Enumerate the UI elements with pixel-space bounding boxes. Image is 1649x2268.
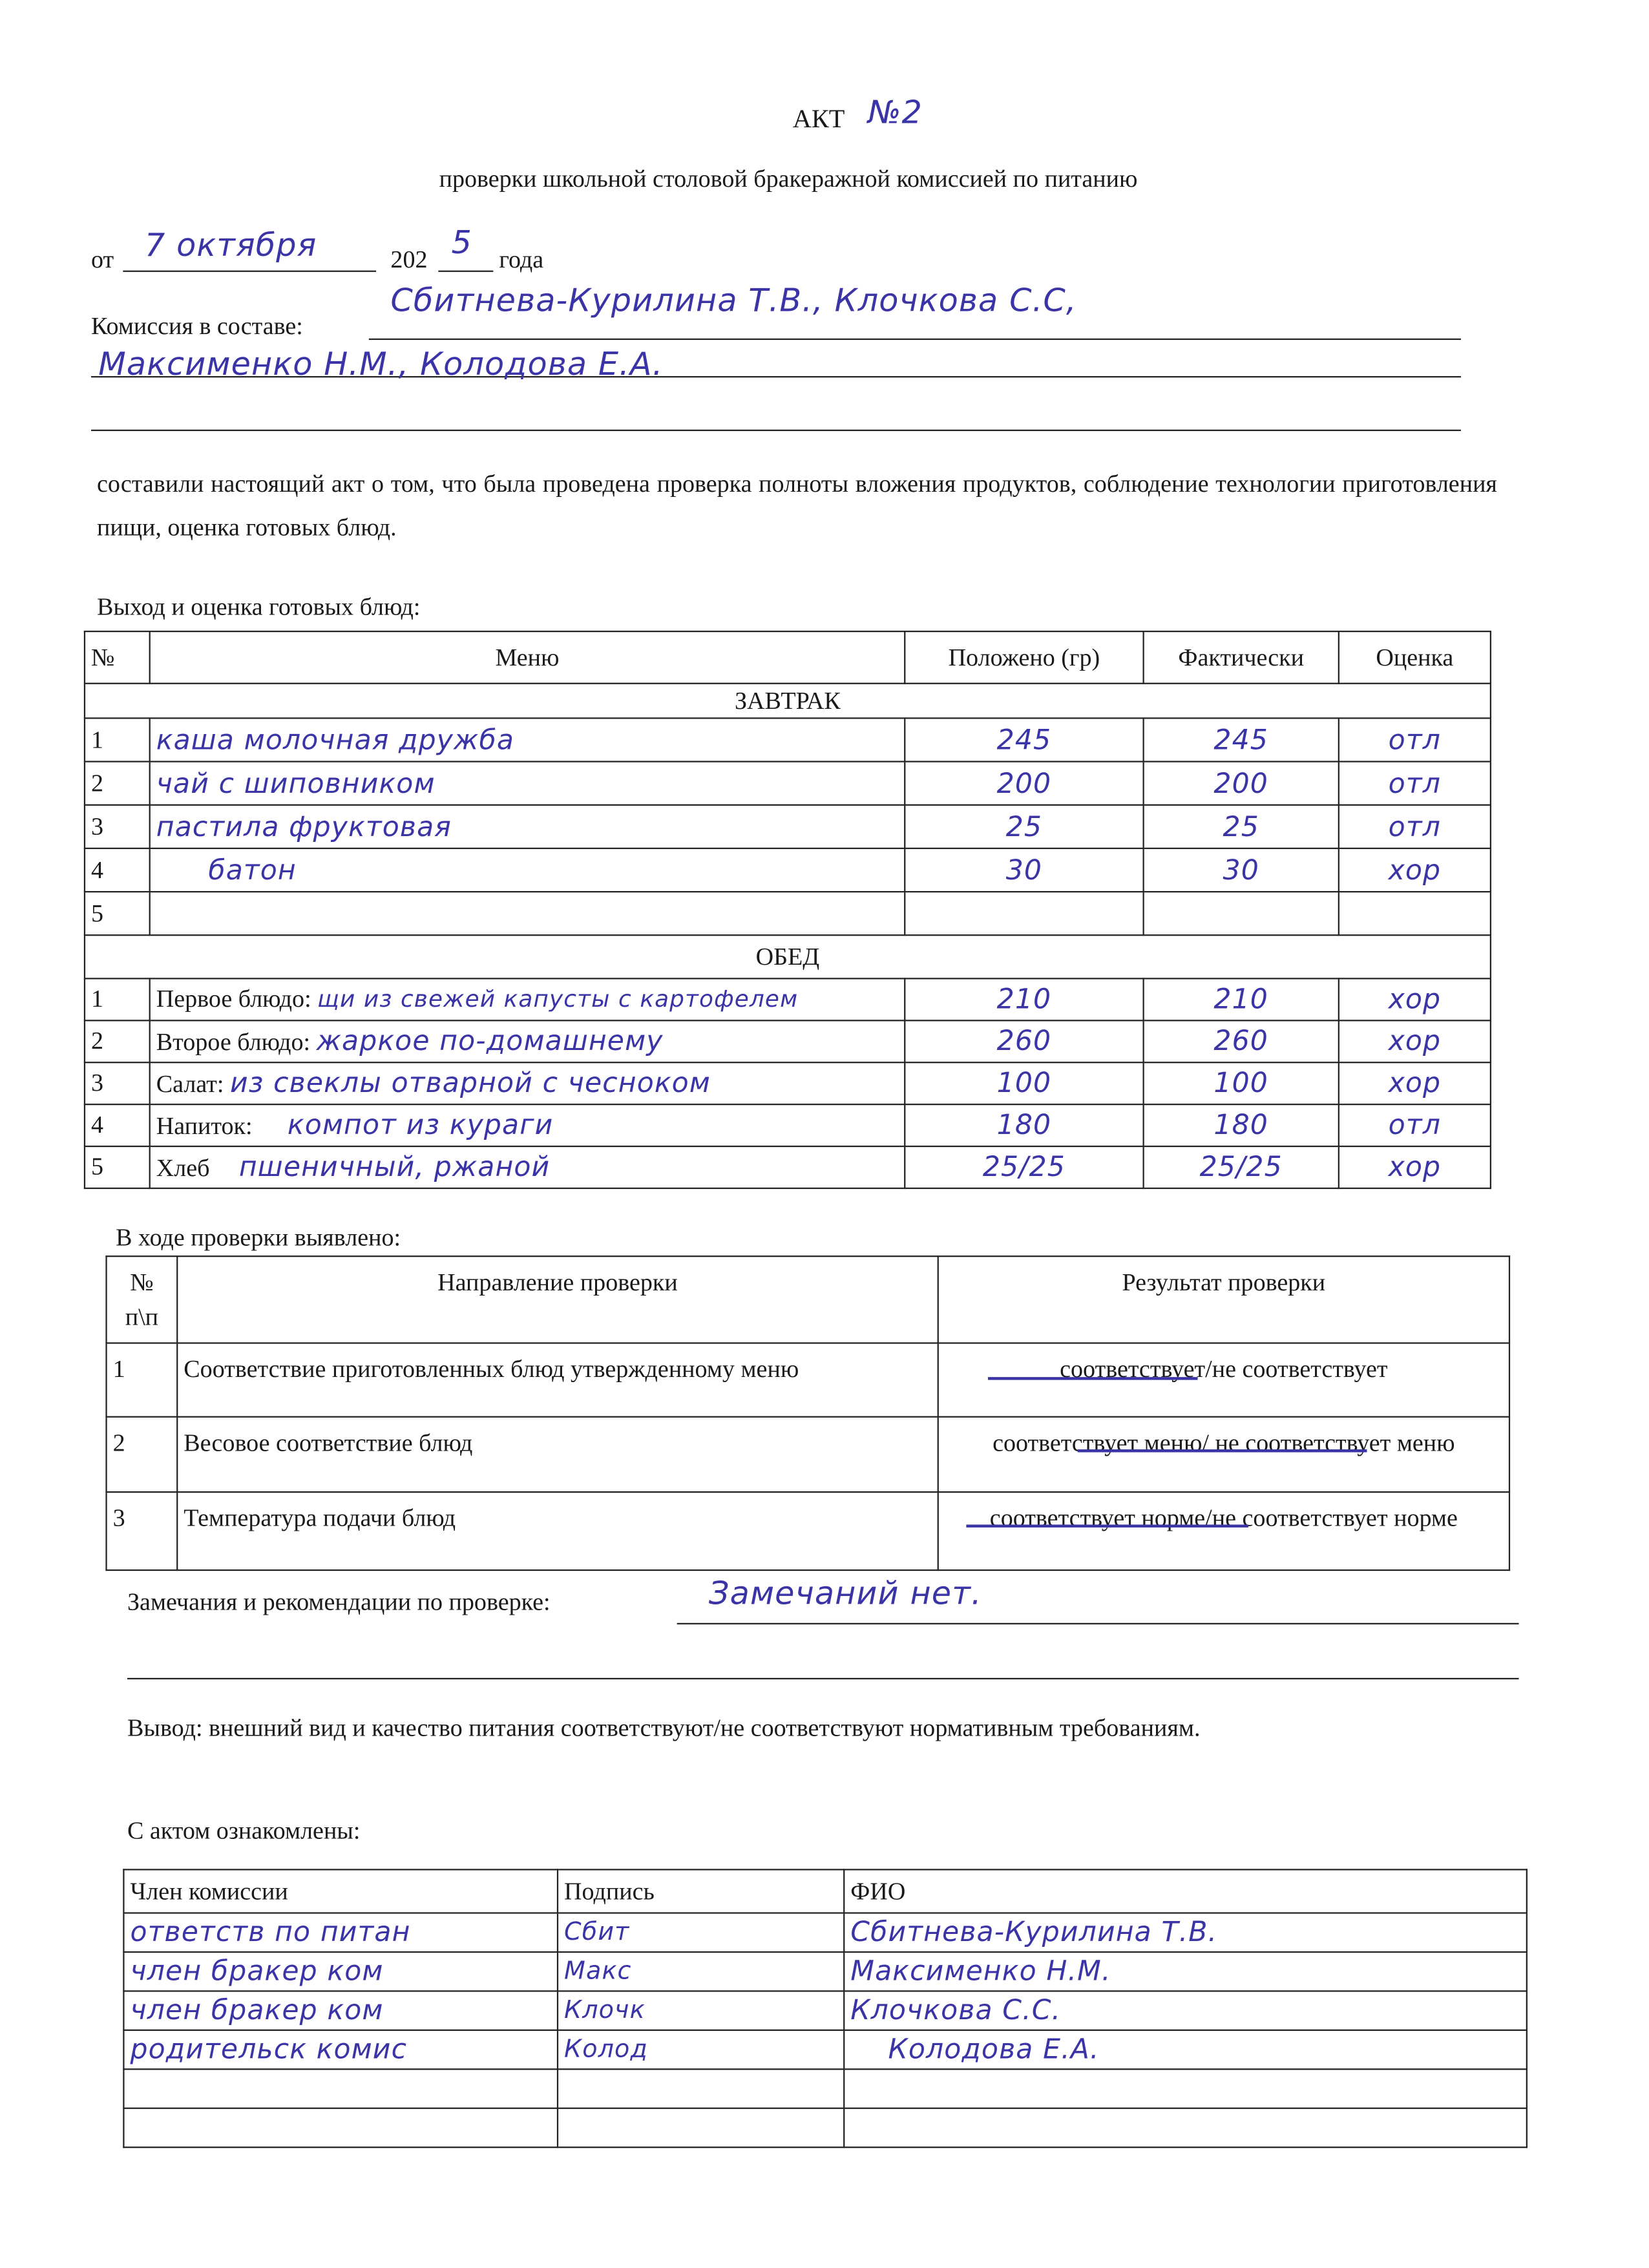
date-value: 7 октября [144, 228, 317, 265]
direction: Весовое соответствие блюд [177, 1417, 938, 1492]
member-name: Сбитнева-Курилина Т.В. [844, 1913, 1527, 1952]
row-number: 3 [107, 1492, 178, 1570]
actual: 30 [1144, 848, 1339, 892]
direction: Соответствие приготовленных блюд утвержденному меню [177, 1343, 938, 1417]
menu-table-header [85, 631, 1491, 684]
row-number: 2 [107, 1417, 178, 1492]
dish-label: Хлеб [156, 1154, 210, 1182]
row-number: 5 [85, 1146, 150, 1188]
remarks-value: Замечаний нет. [708, 1577, 982, 1613]
actual: 25 [1144, 805, 1339, 848]
row-number: 4 [85, 1104, 150, 1146]
table-row [85, 805, 1491, 848]
dish: батон [150, 848, 905, 892]
table-row [107, 1343, 1509, 1417]
remarks-label: Замечания и рекомендации по проверке: [127, 1588, 551, 1616]
member-role: родительск комис [123, 2030, 558, 2069]
signatures-header [123, 1869, 1526, 1913]
signature: Клочк [558, 1991, 844, 2030]
dish: компот из кураги [287, 1109, 554, 1142]
menu-table [84, 631, 1491, 1189]
row-number: 2 [85, 1020, 150, 1062]
acquainted-heading: С актом ознакомлены: [127, 1816, 361, 1845]
table-row [123, 1952, 1526, 1991]
norm: 260 [905, 1020, 1143, 1062]
table-row [85, 718, 1491, 761]
member-role: ответств по питан [123, 1913, 558, 1952]
table-row [107, 1417, 1509, 1492]
col-result: Результат проверки [938, 1256, 1509, 1343]
dish: щи из свежей капусты с картофелем [317, 985, 799, 1013]
col-direction: Направление проверки [177, 1256, 938, 1343]
commission-line-3 [91, 401, 1461, 431]
norm: 210 [905, 978, 1143, 1020]
table-row [107, 1492, 1509, 1570]
direction: Температура подачи блюд [177, 1492, 938, 1570]
col-signature: Подпись [558, 1869, 844, 1913]
dish-label: Первое блюдо: [156, 985, 311, 1013]
table-row [123, 2030, 1526, 2069]
remarks-line-2 [127, 1649, 1519, 1679]
table-row [123, 1991, 1526, 2030]
breakfast-section: ЗАВТРАК [85, 684, 1491, 719]
norm: 100 [905, 1062, 1143, 1104]
conclusion: Вывод: внешний вид и качество питания соответствуют/не соответствуют нормативным требованиям. [127, 1714, 1201, 1742]
grade: хор [1339, 1146, 1491, 1188]
year-digit: 5 [451, 226, 472, 262]
grade: хор [1339, 848, 1491, 892]
norm: 25 [905, 805, 1143, 848]
row-number: 5 [85, 892, 150, 935]
row-number: 1 [85, 718, 150, 761]
selected-mark-3 [966, 1524, 1248, 1527]
result: соответствует/не соответствует [938, 1343, 1509, 1417]
member-role: член бракер ком [123, 1952, 558, 1991]
dish-label: Напиток: [156, 1112, 253, 1140]
signature: Макс [558, 1952, 844, 1991]
signature: Колод [558, 2030, 844, 2069]
year-prefix: 202 [390, 246, 428, 274]
row-number: 2 [85, 762, 150, 805]
actual: 100 [1144, 1062, 1339, 1104]
norm: 245 [905, 718, 1143, 761]
date-prefix: от [91, 246, 114, 274]
table-row [85, 762, 1491, 805]
dish: чай с шиповником [150, 762, 905, 805]
norm: 30 [905, 848, 1143, 892]
grade: хор [1339, 978, 1491, 1020]
selected-mark-1 [988, 1377, 1198, 1380]
row-number: 1 [85, 978, 150, 1020]
grade: хор [1339, 1020, 1491, 1062]
act-title: АКТ [792, 104, 845, 133]
commission-label: Комиссия в составе: [91, 312, 303, 341]
signature: Сбит [558, 1913, 844, 1952]
act-subtitle: проверки школьной столовой бракеражной комиссией по питанию [439, 165, 1138, 193]
lunch-section: ОБЕД [85, 935, 1491, 978]
actual: 260 [1144, 1020, 1339, 1062]
table-row [123, 2108, 1526, 2147]
row-number: 3 [85, 1062, 150, 1104]
dish-label: Салат: [156, 1070, 224, 1098]
member-name: Максименко Н.М. [844, 1952, 1527, 1991]
grade: отл [1339, 805, 1491, 848]
col-grade: Оценка [1339, 631, 1491, 684]
dish: пшеничный, ржаной [238, 1151, 551, 1184]
table-row [123, 2069, 1526, 2108]
row-number: 1 [107, 1343, 178, 1417]
commission-members-1: Сбитнева-Курилина Т.В., Клочкова С.С, [390, 283, 1077, 320]
table-row [85, 848, 1491, 892]
row-number: 4 [85, 848, 150, 892]
findings-header [107, 1256, 1509, 1343]
col-menu: Меню [150, 631, 905, 684]
col-norm: Положено (гр) [905, 631, 1143, 684]
table-row [85, 892, 1491, 935]
col-number: № [85, 631, 150, 684]
norm: 180 [905, 1104, 1143, 1146]
table-row [85, 1062, 1491, 1104]
actual: 25/25 [1144, 1146, 1339, 1188]
actual: 200 [1144, 762, 1339, 805]
actual: 180 [1144, 1104, 1339, 1146]
norm: 25/25 [905, 1146, 1143, 1188]
findings-heading: В ходе проверки выявлено: [116, 1223, 401, 1252]
actual: 245 [1144, 718, 1339, 761]
dish: из свеклы отварной с чесноком [230, 1067, 711, 1100]
year-suffix: года [499, 246, 544, 274]
grade: хор [1339, 1062, 1491, 1104]
dish: каша молочная дружба [150, 718, 905, 761]
commission-members-2: Максименко Н.М., Колодова Е.А. [98, 347, 664, 384]
table-row [123, 1913, 1526, 1952]
dish: жаркое по-домашнему [316, 1025, 664, 1058]
table-row [85, 978, 1491, 1020]
col-member: Член комиссии [123, 1869, 558, 1913]
intro-paragraph: составили настоящий акт о том, что была проведена проверка полноты вложения продуктов, соблюдение технологии приготовления пищи, оценка готовых блюд. [96, 470, 1497, 541]
table-row [85, 1104, 1491, 1146]
output-heading: Выход и оценка готовых блюд: [96, 593, 421, 621]
dish-label: Второе блюдо: [156, 1028, 311, 1056]
grade: отл [1339, 762, 1491, 805]
findings-table [105, 1255, 1510, 1571]
col-name: ФИО [844, 1869, 1527, 1913]
member-name: Клочкова С.С. [844, 1991, 1527, 2030]
table-row [85, 1020, 1491, 1062]
actual: 210 [1144, 978, 1339, 1020]
member-name: Колодова Е.А. [844, 2030, 1527, 2069]
act-number: №2 [868, 95, 923, 132]
result: соответствует норме/не соответствует норме [938, 1492, 1509, 1570]
signatures-table [123, 1869, 1528, 2148]
table-row [85, 1146, 1491, 1188]
result: соответствует меню/ не соответствует меню [938, 1417, 1509, 1492]
col-number: № п\п [107, 1256, 178, 1343]
grade: отл [1339, 1104, 1491, 1146]
row-number: 3 [85, 805, 150, 848]
norm: 200 [905, 762, 1143, 805]
member-role: член бракер ком [123, 1991, 558, 2030]
dish: пастила фруктовая [150, 805, 905, 848]
grade: отл [1339, 718, 1491, 761]
selected-mark-2 [1078, 1449, 1367, 1452]
col-actual: Фактически [1144, 631, 1339, 684]
